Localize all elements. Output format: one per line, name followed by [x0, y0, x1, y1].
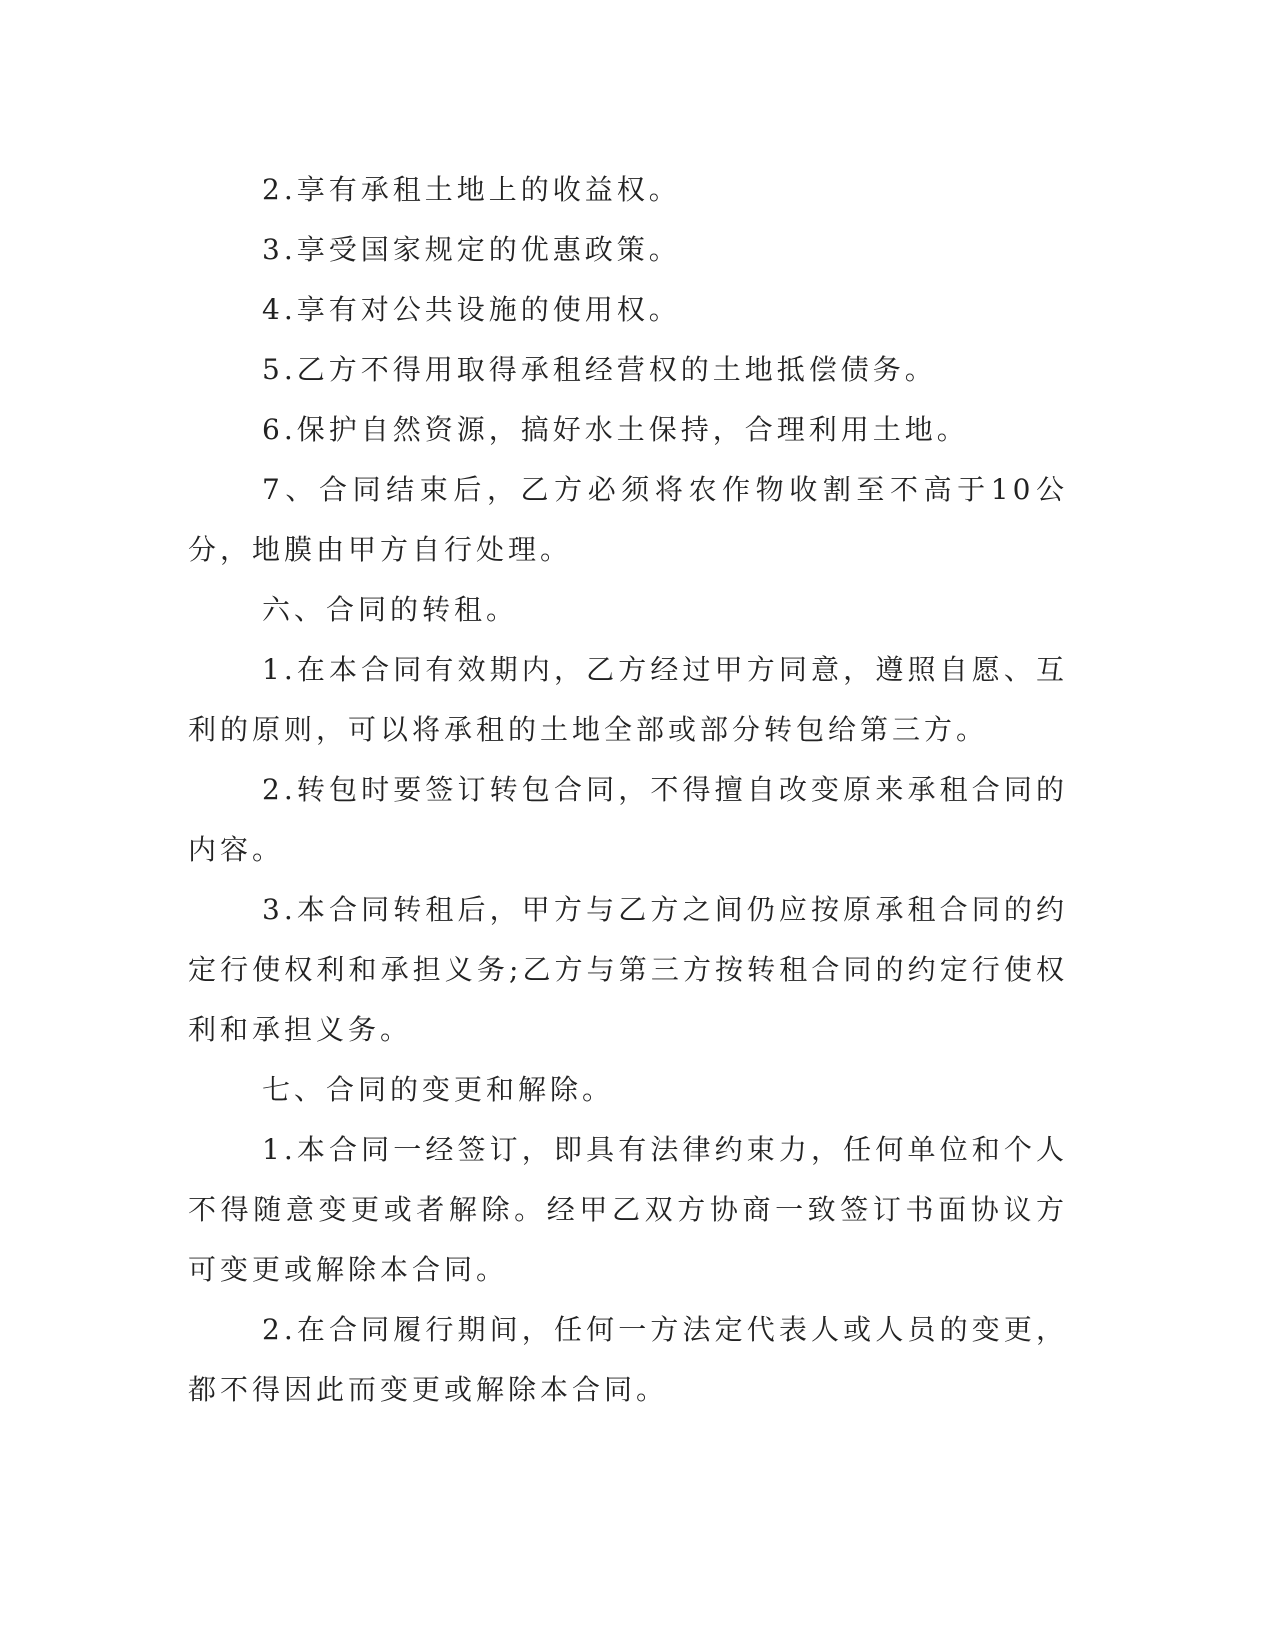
section-heading-change-termination: 七、合同的变更和解除。 — [262, 1073, 615, 1106]
paragraph-sublease-obligations: 3.本合同转租后，甲方与乙方之间仍应按原承租合同的约定行使权利和承担义务;乙方与第三方按转租合同的约定行使权利和承担义务。 — [188, 893, 1068, 1046]
document-body — [188, 160, 1068, 1420]
paragraph-public-facilities: 4.享有对公共设施的使用权。 — [262, 293, 681, 326]
paragraph-representative-change: 2.在合同履行期间，任何一方法定代表人或人员的变更，都不得因此而变更或解除本合同。 — [188, 1313, 1068, 1406]
section-heading-sublease: 六、合同的转租。 — [262, 593, 519, 626]
paragraph-sublease-contract: 2.转包时要签订转包合同，不得擅自改变原来承租合同的内容。 — [188, 773, 1068, 866]
paragraph-protect-resources: 6.保护自然资源，搞好水土保持，合理利用土地。 — [262, 413, 969, 446]
paragraph-harvest-after-contract: 7、合同结束后，乙方必须将农作物收割至不高于10公分，地膜由甲方自行处理。 — [188, 473, 1068, 566]
paragraph-right-income: 2.享有承租土地上的收益权。 — [262, 173, 681, 206]
paragraph-binding-force: 1.本合同一经签订，即具有法律约束力，任何单位和个人不得随意变更或者解除。经甲乙双方协商一致签订书面协议方可变更或解除本合同。 — [188, 1133, 1068, 1286]
paragraph-preferential-policy: 3.享受国家规定的优惠政策。 — [262, 233, 681, 266]
paragraph-sublease-consent: 1.在本合同有效期内，乙方经过甲方同意，遵照自愿、互利的原则，可以将承租的土地全部或部分转包给第三方。 — [188, 653, 1068, 746]
paragraph-no-debt-offset: 5.乙方不得用取得承租经营权的土地抵偿债务。 — [262, 353, 937, 386]
